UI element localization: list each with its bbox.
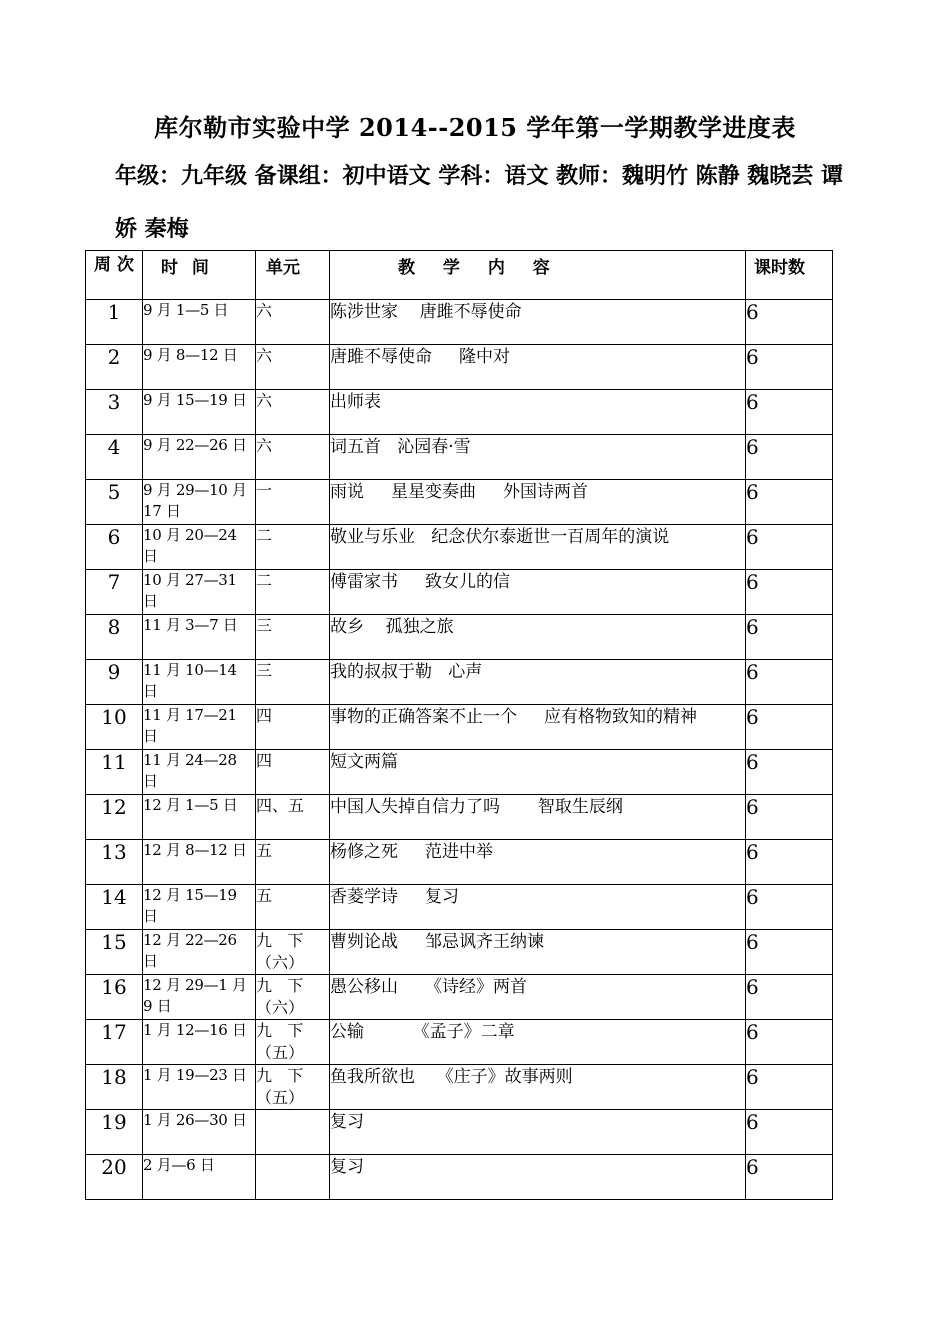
cell-content: 中国人失掉自信力了吗 智取生辰纲 [330,795,746,840]
header-unit [256,251,330,300]
cell-week: 11 [86,750,143,795]
table-row [86,705,833,750]
cell-time: 1 月 19—23 日 [143,1065,256,1110]
cell-content: 杨修之死 范进中举 [330,840,746,885]
table-row [86,345,833,390]
cell-content: 香菱学诗 复习 [330,885,746,930]
cell-content: 愚公移山 《诗经》两首 [330,975,746,1020]
cell-unit: 四 [256,750,330,795]
cell-unit: 六 [256,435,330,480]
cell-week: 10 [86,705,143,750]
cell-time: 9 月 29—10 月 17 日 [143,480,256,525]
cell-unit: 二 [256,570,330,615]
cell-hours: 6 [746,660,833,705]
cell-content: 故乡 孤独之旅 [330,615,746,660]
schedule-table [85,250,833,1200]
cell-time: 11 月 24—28 日 [143,750,256,795]
header-content [330,251,746,300]
cell-week: 14 [86,885,143,930]
cell-week: 12 [86,795,143,840]
cell-content: 敬业与乐业 纪念伏尔泰逝世一百周年的演说 [330,525,746,570]
cell-time: 9 月 1—5 日 [143,300,256,345]
cell-content: 鱼我所欲也 《庄子》故事两则 [330,1065,746,1110]
cell-hours: 6 [746,975,833,1020]
page-title: 库尔勒市实验中学 2014--2015 学年第一学期教学进度表 [154,113,796,142]
cell-content: 短文两篇 [330,750,746,795]
table-row [86,435,833,480]
table-row [86,1020,833,1065]
cell-time: 12 月 22—26 日 [143,930,256,975]
header-time [143,251,256,300]
cell-week: 5 [86,480,143,525]
cell-hours: 6 [746,1020,833,1065]
table-row [86,1155,833,1200]
cell-hours: 6 [746,300,833,345]
cell-hours: 6 [746,390,833,435]
cell-week: 9 [86,660,143,705]
cell-unit: 三 [256,615,330,660]
cell-week: 20 [86,1155,143,1200]
cell-content: 陈涉世家 唐雎不辱使命 [330,300,746,345]
cell-time: 12 月 1—5 日 [143,795,256,840]
cell-unit [256,1155,330,1200]
table-row [86,930,833,975]
table-header-row [86,251,833,300]
cell-content: 复习 [330,1110,746,1155]
cell-unit [256,1110,330,1155]
cell-time: 10 月 27—31 日 [143,570,256,615]
cell-week: 6 [86,525,143,570]
cell-hours: 6 [746,345,833,390]
cell-unit: 五 [256,885,330,930]
cell-content: 雨说 星星变奏曲 外国诗两首 [330,480,746,525]
table-row [86,300,833,345]
cell-week: 18 [86,1065,143,1110]
table-row [86,480,833,525]
cell-week: 3 [86,390,143,435]
cell-content: 公输 《孟子》二章 [330,1020,746,1065]
header-content-label: 教 学 内 容 [398,258,556,278]
table-row [86,570,833,615]
header-week [86,251,143,300]
cell-content: 词五首 沁园春·雪 [330,435,746,480]
cell-unit: 六 [256,345,330,390]
cell-time: 10 月 20—24 日 [143,525,256,570]
cell-week: 13 [86,840,143,885]
cell-time: 11 月 3—7 日 [143,615,256,660]
cell-unit: 四 [256,705,330,750]
header-week-label: 周 次 [94,255,134,275]
cell-week: 4 [86,435,143,480]
cell-time: 9 月 22—26 日 [143,435,256,480]
cell-week: 2 [86,345,143,390]
cell-content: 傅雷家书 致女儿的信 [330,570,746,615]
header-hours-label: 课时数 [754,258,805,278]
cell-week: 7 [86,570,143,615]
cell-hours: 6 [746,1065,833,1110]
cell-unit: 三 [256,660,330,705]
cell-week: 16 [86,975,143,1020]
cell-unit: 九 下（六） [256,930,330,975]
cell-time: 11 月 10—14 日 [143,660,256,705]
cell-time: 1 月 12—16 日 [143,1020,256,1065]
table-row [86,1065,833,1110]
cell-unit: 二 [256,525,330,570]
cell-week: 19 [86,1110,143,1155]
cell-unit: 五 [256,840,330,885]
cell-time: 12 月 29—1 月 9 日 [143,975,256,1020]
cell-unit: 九 下（六） [256,975,330,1020]
cell-hours: 6 [746,435,833,480]
cell-week: 17 [86,1020,143,1065]
table-row [86,750,833,795]
header-hours [746,251,833,300]
cell-content: 复习 [330,1155,746,1200]
cell-week: 15 [86,930,143,975]
header-unit-label: 单元 [266,258,300,278]
cell-hours: 6 [746,885,833,930]
cell-week: 8 [86,615,143,660]
cell-hours: 6 [746,1110,833,1155]
cell-content: 曹刿论战 邹忌讽齐王纳谏 [330,930,746,975]
header-time-label: 时 间 [161,258,213,278]
cell-time: 12 月 8—12 日 [143,840,256,885]
cell-unit: 九 下（五） [256,1020,330,1065]
table-row [86,840,833,885]
cell-hours: 6 [746,615,833,660]
cell-hours: 6 [746,840,833,885]
table-row [86,390,833,435]
table-row [86,885,833,930]
cell-content: 唐雎不辱使命 隆中对 [330,345,746,390]
cell-content: 我的叔叔于勒 心声 [330,660,746,705]
cell-unit: 六 [256,300,330,345]
cell-time: 1 月 26—30 日 [143,1110,256,1155]
cell-unit: 四、五 [256,795,330,840]
cell-hours: 6 [746,525,833,570]
cell-hours: 6 [746,1155,833,1200]
schedule-body [86,300,833,1200]
table-row [86,795,833,840]
cell-content: 事物的正确答案不止一个 应有格物致知的精神 [330,705,746,750]
cell-hours: 6 [746,480,833,525]
cell-hours: 6 [746,705,833,750]
cell-content: 出师表 [330,390,746,435]
cell-time: 12 月 15—19 日 [143,885,256,930]
cell-hours: 6 [746,795,833,840]
table-row [86,660,833,705]
cell-hours: 6 [746,570,833,615]
table-row [86,1110,833,1155]
table-row [86,615,833,660]
cell-time: 2 月—6 日 [143,1155,256,1200]
cell-unit: 一 [256,480,330,525]
cell-week: 1 [86,300,143,345]
table-row [86,975,833,1020]
cell-hours: 6 [746,750,833,795]
page-subtitle: 年级：九年级 备课组：初中语文 学科：语文 教师：魏明竹 陈静 魏晓芸 谭娇 秦梅 [115,163,843,242]
cell-time: 9 月 15—19 日 [143,390,256,435]
table-row [86,525,833,570]
cell-unit: 九 下（五） [256,1065,330,1110]
cell-time: 9 月 8—12 日 [143,345,256,390]
cell-hours: 6 [746,930,833,975]
cell-unit: 六 [256,390,330,435]
cell-time: 11 月 17—21 日 [143,705,256,750]
